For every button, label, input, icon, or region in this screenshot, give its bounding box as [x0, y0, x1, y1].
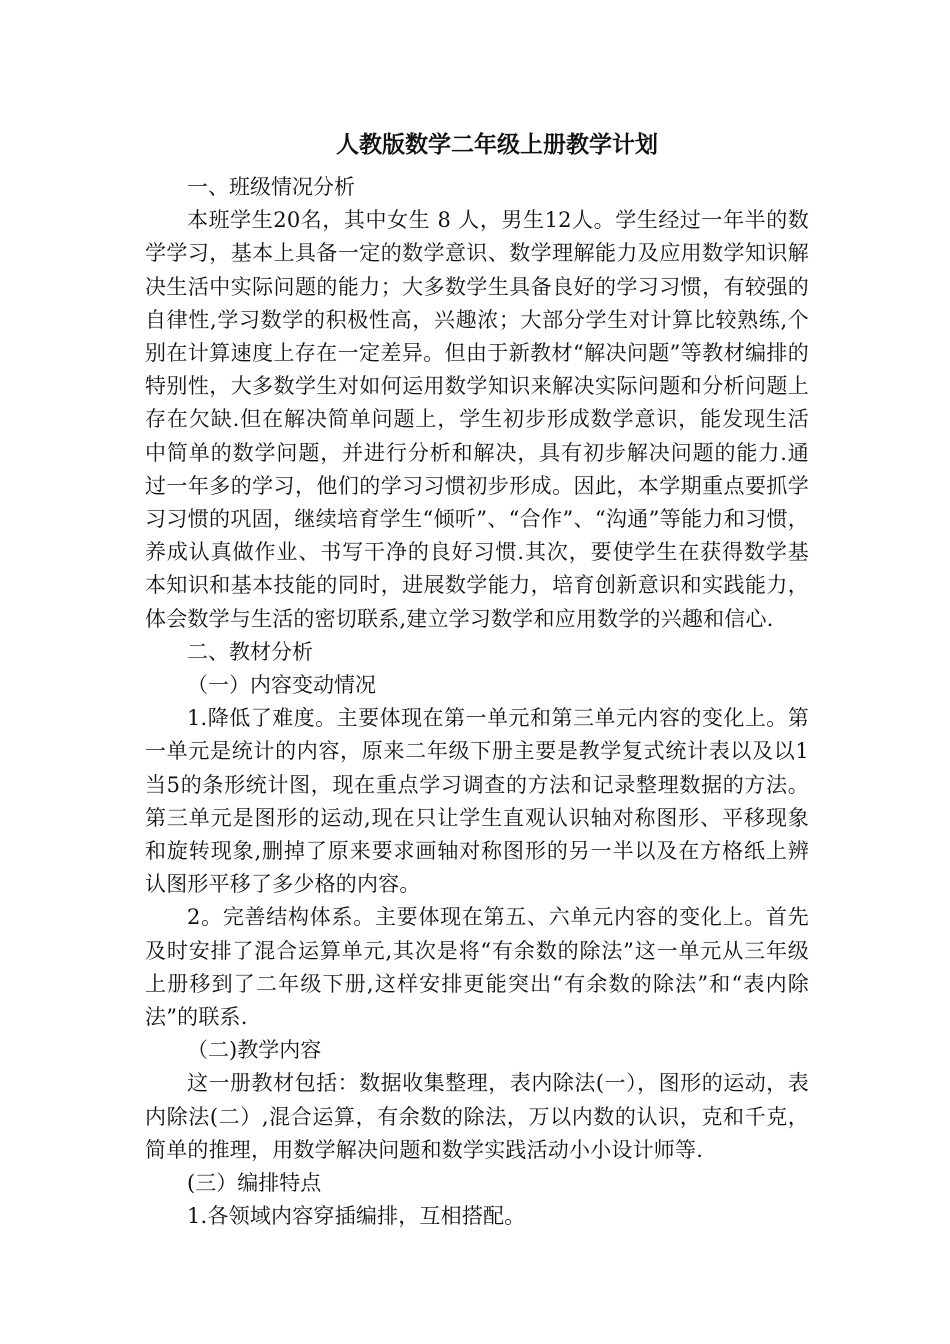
subheading-arrangement-features: (三）编排特点 — [187, 1171, 322, 1196]
subheading-content-changes: （一）内容变动情况 — [187, 673, 376, 698]
paragraph-teaching-content: 这一册教材包括：数据收集整理，表内除法(一），图形的运动，表内除法(二）,混合运算，有余数的除法，万以内数的认识，克和千克，简单的推理，用数学解决问题和数学实践活动小小设计师等. — [145, 1071, 809, 1162]
section-heading-textbook-analysis: 二、教材分析 — [187, 639, 313, 664]
section-heading-class-analysis: 一、班级情况分析 — [187, 175, 355, 199]
paragraph-arrangement-feature-1: 1.各领域内容穿插编排，互相搭配。 — [187, 1204, 526, 1229]
paragraph-reduced-difficulty: 1.降低了难度。主要体现在第一单元和第三单元内容的变化上。第一单元是统计的内容，原来二年级下册主要是教学复式统计表以及以1当5的条形统计图，现在重点学习调查的方法和记录整理数据的方法。第三单元是图形的运动,现在只让学生直观认识轴对称图形、平移现象和旋转现象,删掉了原来要求画轴对称图形的另一半以及在方格纸上辨认图形平移了多少格的内容。 — [145, 706, 809, 897]
document-title: 人教版数学二年级上册教学计划 — [336, 131, 658, 158]
document-page — [145, 128, 809, 1234]
paragraph-improved-structure: 2。完善结构体系。主要体现在第五、六单元内容的变化上。首先及时安排了混合运算单元,其次是将“有余数的除法”这一单元从三年级上册移到了二年级下册,这样安排更能突出“有余数的除法”和“表内除法”的联系. — [145, 905, 809, 1030]
subheading-teaching-content: （二)教学内容 — [187, 1038, 322, 1063]
paragraph-class-analysis: 本班学生20名，其中女生 8 人，男生12人。学生经过一年半的数学学习，基本上具备一定的数学意识、数学理解能力及应用数学知识解决生活中实际问题的能力；大多数学生具备良好的学习习惯，有较强的自律性,学习数学的积极性高，兴趣浓；大部分学生对计算比较熟练,个别在计算速度上存在一定差异。但由于新教材“解决问题”等教材编排的特别性，大多数学生对如何运用数学知识来解决实际问题和分析问题上存在欠缺.但在解决简单问题上，学生初步形成数学意识，能发现生活中简单的数学问题，并进行分析和解决，具有初步解决问题的能力.通过一年多的学习，他们的学习习惯初步形成。因此，本学期重点要抓学习习惯的巩固，继续培育学生“倾听”、“合作”、“沟通”等能力和习惯，养成认真做作业、书写干净的良好习惯.其次，要使学生在获得数学基本知识和基本技能的同时，进展数学能力，培育创新意识和实践能力，体会数学与生活的密切联系,建立学习数学和应用数学的兴趣和信心. — [145, 208, 809, 631]
